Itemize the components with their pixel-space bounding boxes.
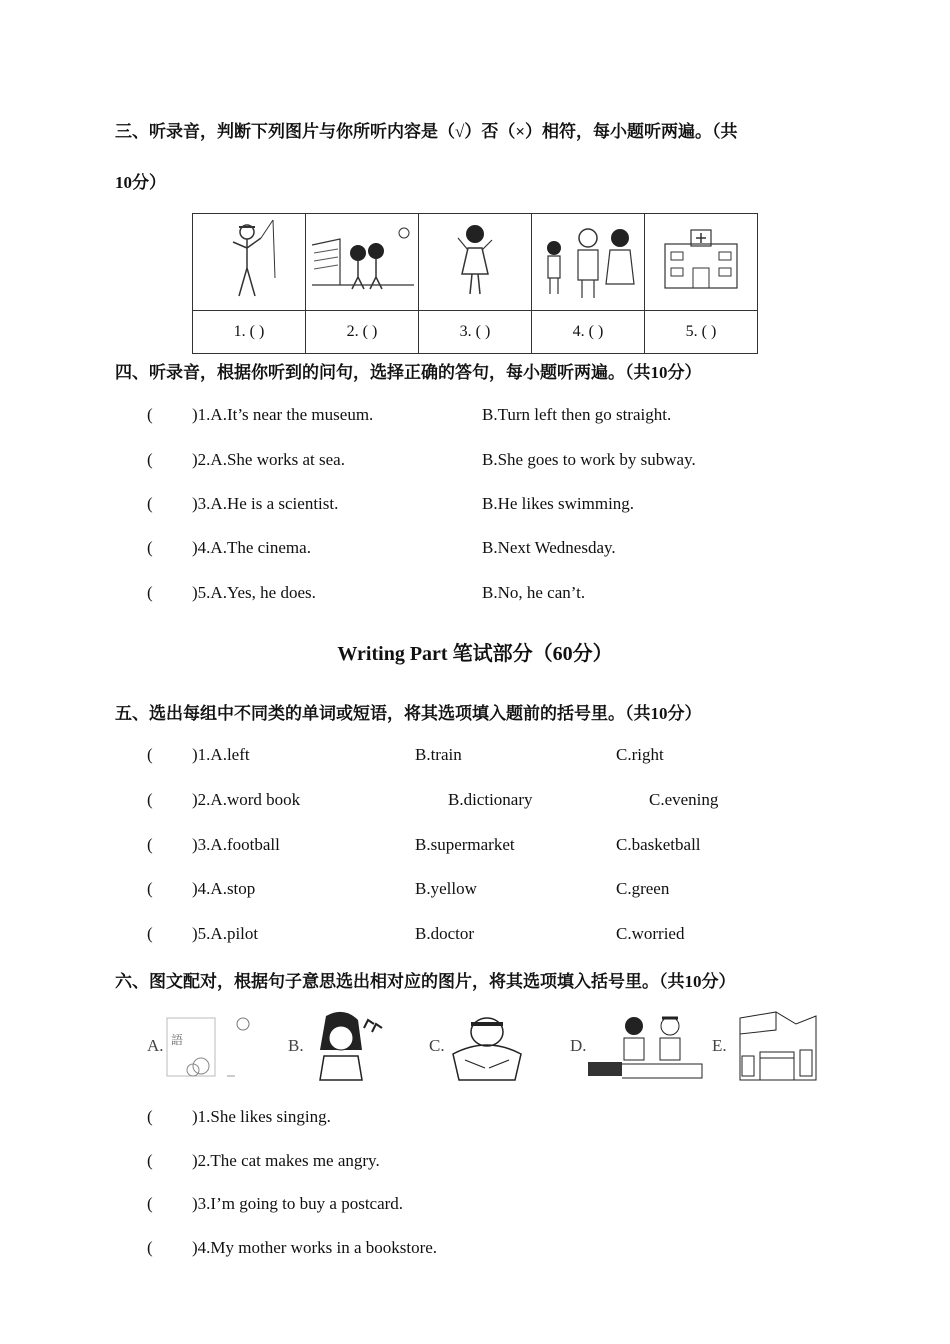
sentence: )4.My mother works in a bookstore.	[192, 1238, 438, 1257]
girl-illustration	[450, 218, 500, 302]
answer-blank[interactable]: (	[147, 494, 153, 513]
option-a: )2.A.She works at sea.	[192, 450, 345, 469]
section5-heading: 五、选出每组中不同类的单词或短语，将其选项填入题前的括号里。（共10分）	[115, 704, 702, 723]
option-label: A.	[147, 1036, 164, 1055]
option-a: )5.A.pilot	[192, 924, 259, 943]
answer-blank[interactable]: (	[147, 1194, 153, 1213]
option-a: )5.A.Yes, he does.	[192, 583, 316, 602]
option-a: )3.A.He is a scientist.	[192, 494, 339, 513]
option-b: B.yellow	[415, 879, 477, 898]
picture-cell-5	[645, 214, 758, 311]
answer-blank[interactable]: (	[147, 405, 153, 424]
option-label: C.	[429, 1036, 445, 1055]
option-a: )2.A.word book	[192, 790, 301, 809]
option-c: C.right	[616, 745, 664, 764]
option-b: B.train	[415, 745, 462, 764]
option-a: )4.A.The cinema.	[192, 538, 311, 557]
option-c: C.green	[616, 879, 670, 898]
man-with-fishing-rod-illustration	[219, 218, 279, 302]
picture-option-e	[712, 1010, 822, 1086]
picture-option-d	[570, 1010, 710, 1086]
sentence: )3.I’m going to buy a postcard.	[192, 1194, 404, 1213]
sentence: )2.The cat makes me angry.	[192, 1151, 380, 1170]
children-walking-illustration	[310, 225, 414, 295]
option-c: C.worried	[616, 924, 685, 943]
picture-cell-3	[419, 214, 532, 311]
option-b: B.Next Wednesday.	[482, 538, 616, 557]
answer-blank[interactable]: (	[147, 835, 153, 854]
answer-cell-1[interactable]: 1. ( )	[193, 311, 306, 354]
picture-cell-4	[532, 214, 645, 311]
angry-man-illustration	[445, 1010, 529, 1084]
option-b: B.doctor	[415, 924, 475, 943]
answer-blank[interactable]: (	[147, 583, 153, 602]
answer-blank[interactable]: (	[147, 790, 153, 809]
svg-text:語: 語	[171, 1033, 184, 1047]
option-a: )4.A.stop	[192, 879, 256, 898]
option-label: D.	[570, 1036, 587, 1055]
answer-blank[interactable]: (	[147, 538, 153, 557]
option-a: )3.A.football	[192, 835, 280, 854]
option-b: B.She goes to work by subway.	[482, 450, 696, 469]
answer-cell-4[interactable]: 4. ( )	[532, 311, 645, 354]
answer-blank[interactable]: (	[147, 1107, 153, 1126]
answer-cell-5[interactable]: 5. ( )	[645, 311, 758, 354]
answer-blank[interactable]: (	[147, 1238, 153, 1257]
answer-blank[interactable]: (	[147, 924, 153, 943]
listening-picture-table	[192, 213, 758, 354]
option-label: E.	[712, 1036, 727, 1055]
option-label: B.	[288, 1036, 304, 1055]
hospital-illustration	[661, 228, 741, 292]
picture-option-a	[147, 1010, 257, 1086]
option-c: C.evening	[649, 790, 719, 809]
answer-cell-2[interactable]: 2. ( )	[306, 311, 419, 354]
option-a: )1.A.left	[192, 745, 250, 764]
option-b: B.No, he can’t.	[482, 583, 586, 602]
section3-heading-line2: 10分）	[115, 173, 166, 192]
girl-singing-illustration	[308, 1010, 386, 1082]
option-b: B.dictionary	[448, 790, 533, 809]
section4-heading: 四、听录音，根据你听到的问句，选择正确的答句，每小题听两遍。（共10分）	[115, 363, 702, 382]
postcard-illustration	[165, 1014, 257, 1080]
answer-blank[interactable]: (	[147, 745, 153, 764]
section3-heading-line1: 三、听录音，判断下列图片与你所听内容是（√）否（×）相符，每小题听两遍。（共	[115, 122, 738, 141]
picture-cell-2	[306, 214, 419, 311]
picture-option-c	[429, 1010, 529, 1086]
answer-cell-3[interactable]: 3. ( )	[419, 311, 532, 354]
option-b: B.supermarket	[415, 835, 515, 854]
writing-part-title: Writing Part 笔试部分（60分）	[337, 643, 613, 665]
option-a: )1.A.It’s near the museum.	[192, 405, 374, 424]
answer-blank[interactable]: (	[147, 450, 153, 469]
option-c: C.basketball	[616, 835, 701, 854]
bookstore-workers-illustration	[586, 1012, 704, 1082]
answer-blank[interactable]: (	[147, 879, 153, 898]
option-b: B.Turn left then go straight.	[482, 405, 672, 424]
picture-cell-1	[193, 214, 306, 311]
picture-option-b	[288, 1010, 388, 1086]
section6-heading: 六、图文配对，根据句子意思选出相对应的图片，将其选项填入括号里。（共10分）	[115, 972, 736, 991]
answer-blank[interactable]: (	[147, 1151, 153, 1170]
family-illustration	[536, 220, 640, 300]
store-building-illustration	[736, 1010, 820, 1084]
option-b: B.He likes swimming.	[482, 494, 635, 513]
sentence: )1.She likes singing.	[192, 1107, 331, 1126]
